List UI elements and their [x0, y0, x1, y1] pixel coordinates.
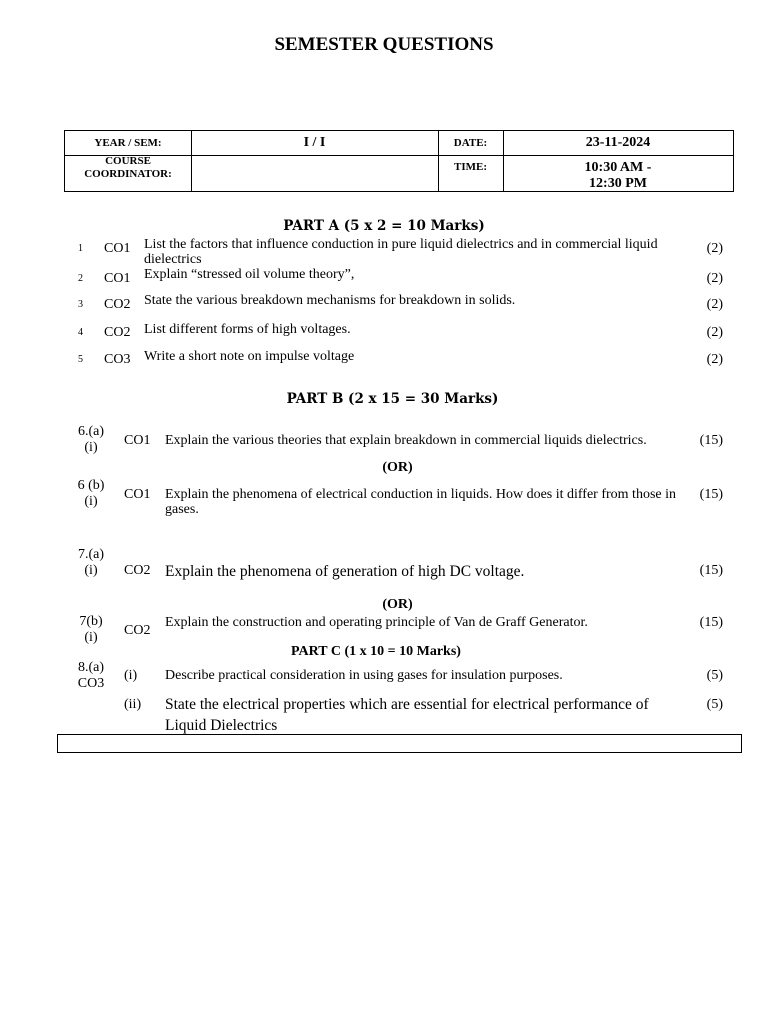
question-number: 1 [78, 243, 83, 254]
question-number-sub: (i) [84, 563, 98, 578]
question-number [70, 478, 112, 510]
course-outcome: CO2 [124, 623, 151, 638]
question-number-main: 6.(a) [77, 424, 105, 439]
question-text: Write a short note on impulse voltage [144, 349, 355, 364]
date-label: DATE: [453, 137, 488, 149]
question-marks: (2) [706, 297, 723, 312]
question-text: Explain the phenomena of generation of high DC voltage. [165, 563, 525, 580]
question-number-sub: (i) [84, 630, 98, 645]
part-c-heading: PART C (1 x 10 = 10 Marks) [291, 644, 461, 659]
question-marks: (2) [706, 352, 723, 367]
part-b-heading: PART B (2 x 15 = 30 Marks) [286, 391, 499, 407]
question-text: List different forms of high voltages. [144, 322, 351, 337]
question-number-main: 8.(a) [77, 660, 105, 675]
question-marks: (15) [699, 563, 723, 578]
question-number-main: 7(b) [79, 614, 103, 629]
coordinator-label-line-1: COURSE [105, 155, 151, 167]
course-outcome: CO1 [104, 271, 131, 286]
question-text: List the factors that influence conduction in pure liquid dielectrics and in commercial liquid dielectrics [144, 237, 658, 267]
coordinator-label [65, 155, 191, 181]
question-marks: (2) [706, 271, 723, 286]
question-text: Describe practical consideration in using gases for insulation purposes. [165, 668, 563, 683]
or-separator: (OR) [382, 460, 413, 475]
course-outcome: CO2 [104, 325, 131, 340]
course-outcome: CO2 [124, 563, 151, 578]
coordinator-label-line-2: COORDINATOR: [84, 168, 172, 180]
question-number: 5 [78, 354, 83, 365]
course-outcome: CO2 [104, 297, 131, 312]
question-marks: (5) [706, 697, 723, 712]
course-outcome: CO3 [104, 352, 131, 367]
question-text: State the various breakdown mechanisms for breakdown in solids. [144, 293, 516, 308]
question-text: Explain the various theories that explain breakdown in commercial liquids dielectrics. [165, 433, 647, 448]
time-value [503, 160, 733, 192]
year-sem-value: I / I [303, 135, 326, 150]
time-value-line-1: 10:30 AM - [584, 160, 652, 175]
part-a-heading: PART A (5 x 2 = 10 Marks) [283, 218, 485, 234]
question-text: State the electrical properties which are essential for electrical performance of Liquid Dielectrics [165, 696, 649, 734]
exam-header-table [64, 130, 734, 192]
course-outcome: CO3 [77, 676, 105, 691]
question-marks: (15) [699, 487, 723, 502]
question-number-main: 6 (b) [77, 478, 105, 493]
question-marks: (15) [699, 615, 723, 630]
empty-footer-box [57, 734, 742, 753]
year-sem-label: YEAR / SEM: [94, 137, 162, 149]
course-outcome: CO1 [124, 487, 151, 502]
question-text: Explain “stressed oil volume theory”, [144, 267, 355, 282]
question-marks: (15) [699, 433, 723, 448]
question-number-sub: (i) [84, 494, 98, 509]
question-number-sub: (i) [84, 440, 98, 455]
question-number: 2 [78, 273, 83, 284]
page-title: SEMESTER QUESTIONS [274, 34, 494, 55]
question-text: Explain the phenomena of electrical conduction in liquids. How does it differ from those in gases. [165, 487, 676, 517]
question-marks: (5) [706, 668, 723, 683]
course-outcome: CO1 [104, 241, 131, 256]
question-text: Explain the construction and operating principle of Van de Graff Generator. [165, 615, 588, 630]
time-value-line-2: 12:30 PM [589, 176, 647, 191]
time-label: TIME: [454, 161, 487, 173]
question-number [70, 660, 112, 692]
question-marks: (2) [706, 325, 723, 340]
question-number: 4 [78, 327, 83, 338]
course-outcome: CO1 [124, 433, 151, 448]
date-value: 23-11-2024 [585, 135, 651, 150]
question-number [70, 547, 112, 579]
question-marks: (2) [706, 241, 723, 256]
question-number-main: 7.(a) [77, 547, 105, 562]
or-separator: (OR) [382, 597, 413, 612]
question-number [70, 424, 112, 456]
question-number: 3 [78, 299, 83, 310]
question-number [70, 614, 112, 646]
subquestion-label: (ii) [124, 697, 142, 712]
subquestion-label: (i) [124, 668, 138, 683]
